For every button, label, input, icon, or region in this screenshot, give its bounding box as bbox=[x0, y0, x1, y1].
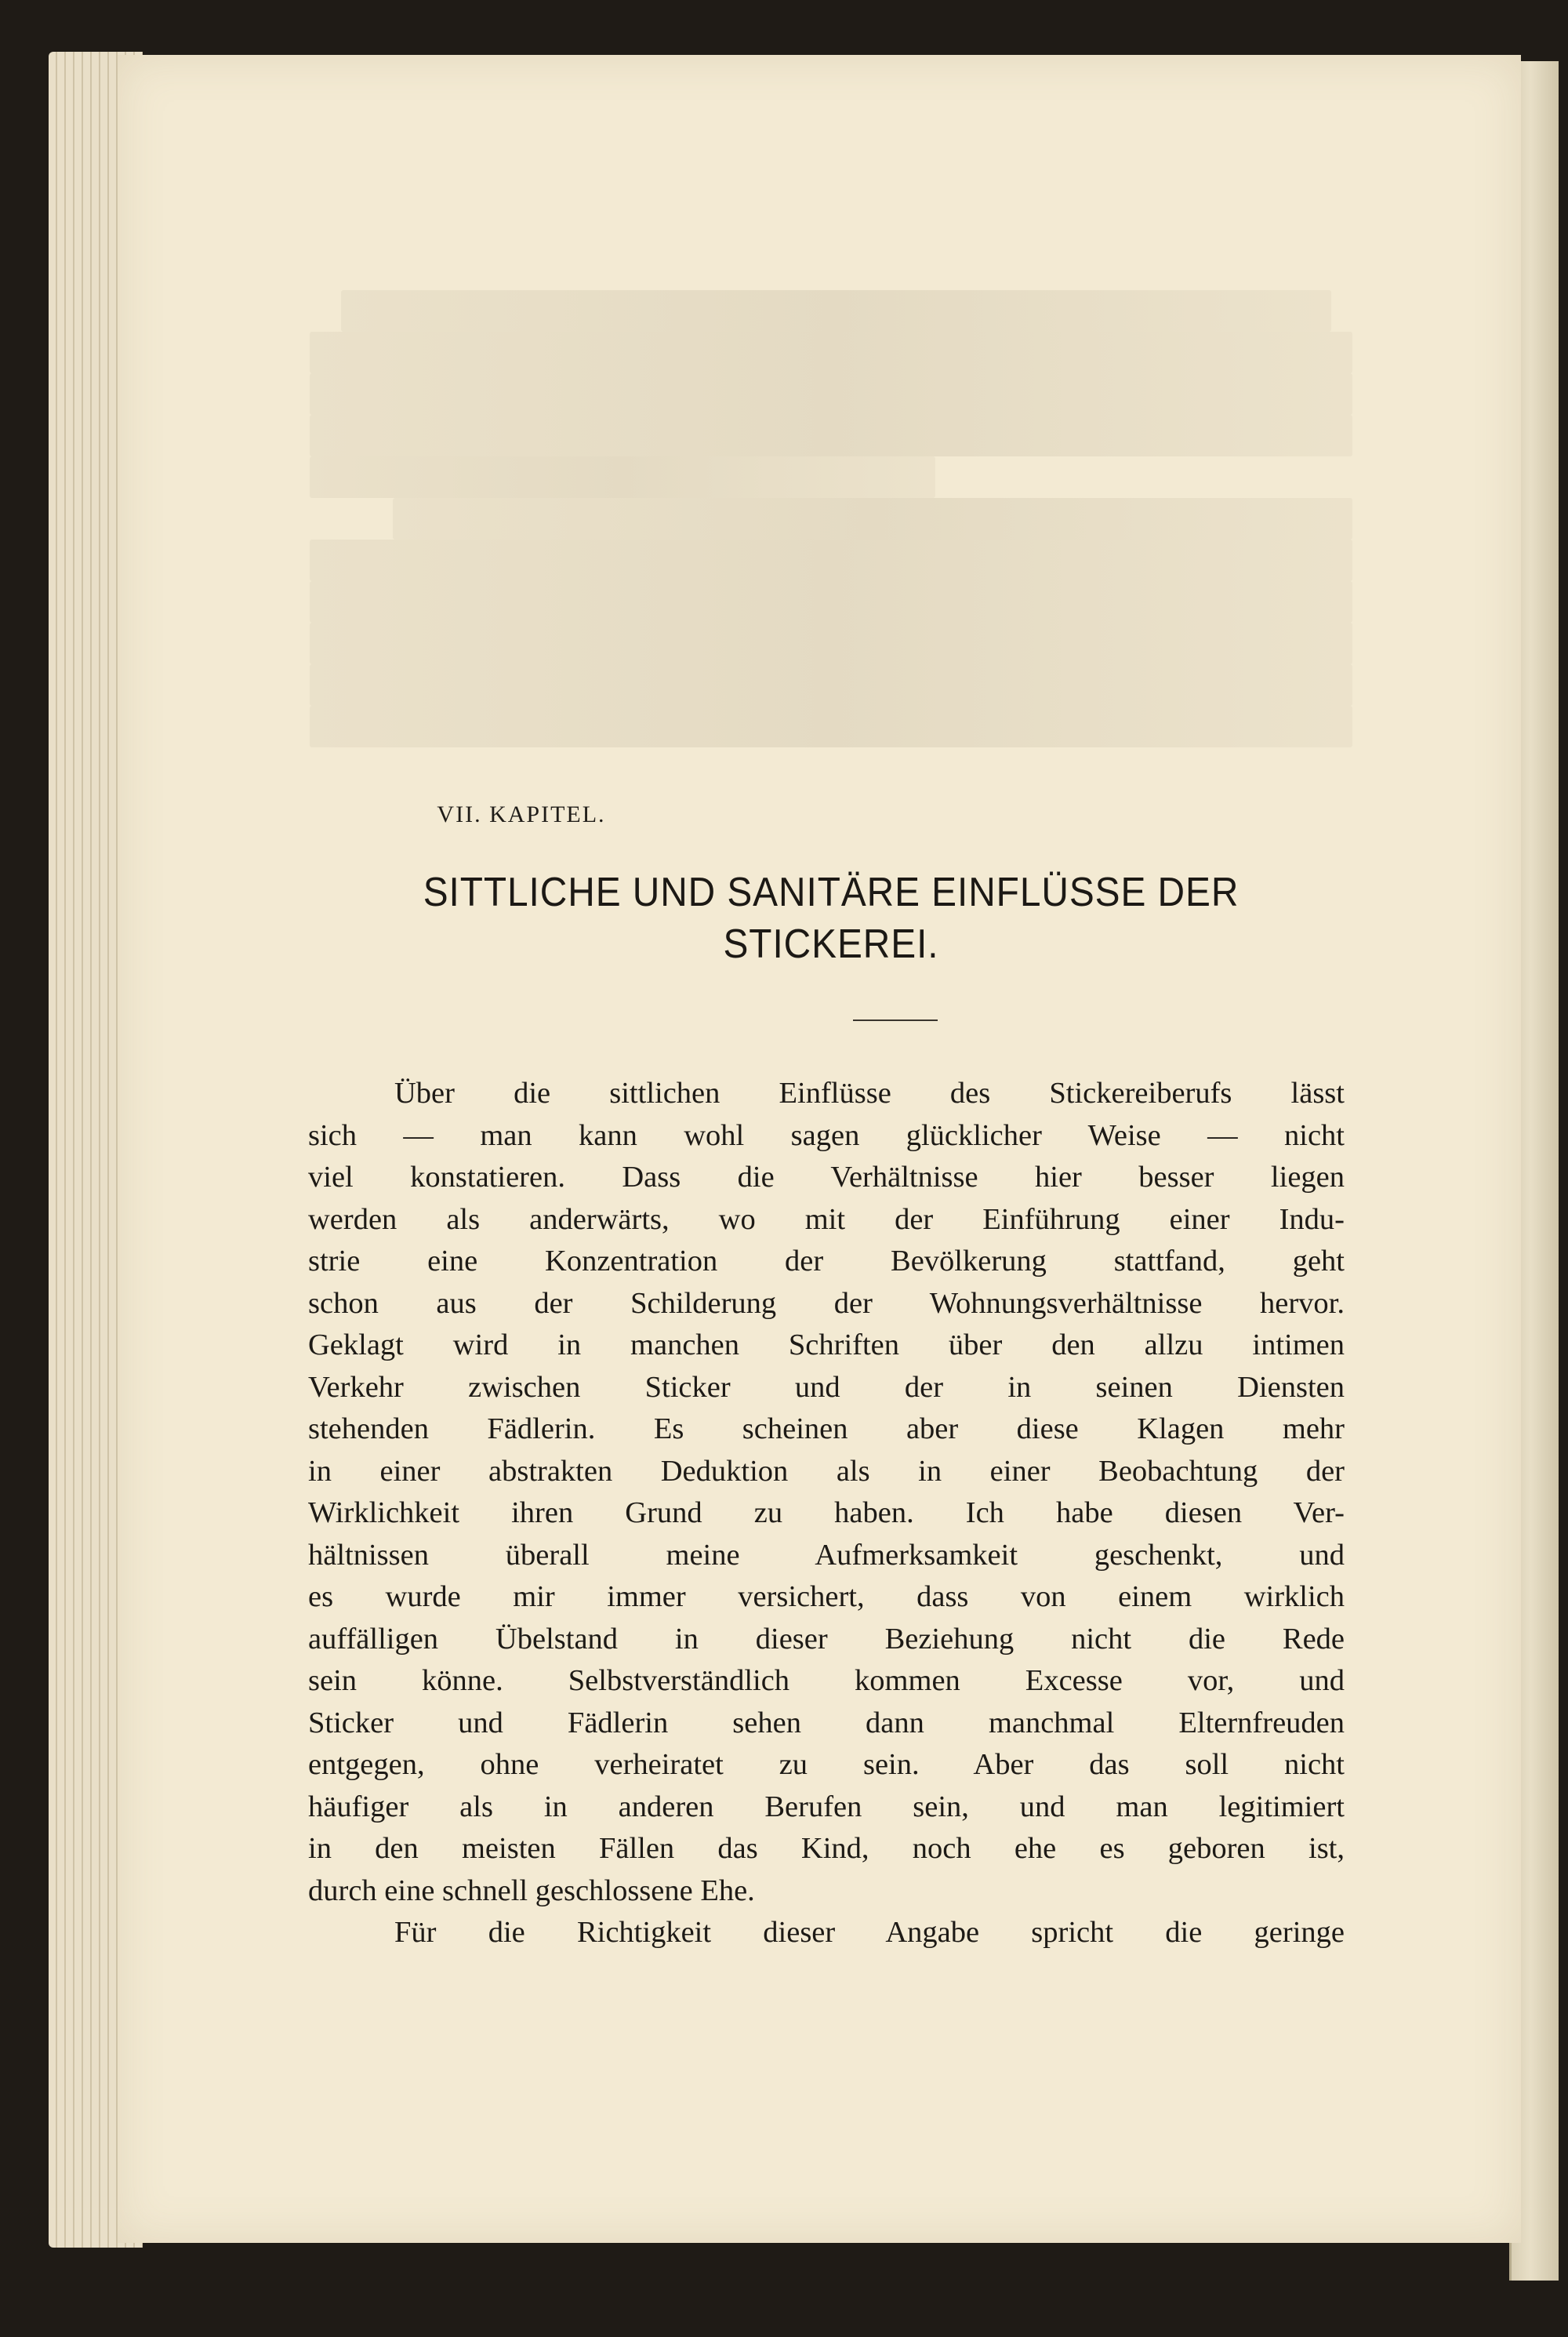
body-line: in einer abstrakten Deduktion als in einer Beobachtung der bbox=[308, 1454, 1345, 1488]
chapter-title bbox=[351, 867, 1311, 970]
body-line: werden als anderwärts, wo mit der Einführung einer Indu- bbox=[308, 1202, 1345, 1236]
show-through-text bbox=[310, 290, 1352, 747]
title-rule bbox=[853, 1019, 938, 1021]
chapter-title-line1: SITTLICHE UND SANITÄRE EINFLÜSSE DER bbox=[423, 870, 1240, 915]
body-text bbox=[308, 1073, 1345, 1954]
body-line-para2: Für die Richtigkeit dieser Angabe spricht die geringe bbox=[394, 1916, 1345, 1949]
chapter-number: VII. KAPITEL. bbox=[437, 801, 606, 827]
body-line: entgegen, ohne verheiratet zu sein. Aber das soll nicht bbox=[308, 1748, 1345, 1781]
body-line: Wirklichkeit ihren Grund zu haben. Ich habe diesen Ver- bbox=[308, 1496, 1345, 1529]
body-line: hältnissen überall meine Aufmerksamkeit geschenkt, und bbox=[308, 1538, 1345, 1572]
body-line: sich — man kann wohl sagen glücklicher Weise — nicht bbox=[308, 1118, 1345, 1152]
body-line: auffälligen Übelstand in dieser Beziehung nicht die Rede bbox=[308, 1622, 1345, 1656]
body-line: viel konstatieren. Dass die Verhältnisse hier besser liegen bbox=[308, 1161, 1345, 1194]
body-line: häufiger als in anderen Berufen sein, und man legitimiert bbox=[308, 1790, 1345, 1823]
body-line: es wurde mir immer versichert, dass von einem wirklich bbox=[308, 1580, 1345, 1613]
body-line: Sticker und Fädlerin sehen dann manchmal Elternfreuden bbox=[308, 1706, 1345, 1739]
body-line: in den meisten Fällen das Kind, noch ehe es geboren ist, bbox=[308, 1832, 1345, 1865]
chapter-title-line2: STICKEREI. bbox=[723, 921, 939, 967]
body-line: Verkehr zwischen Sticker und der in seinen Diensten bbox=[308, 1370, 1345, 1404]
body-line: sein könne. Selbstverständlich kommen Excesse vor, und bbox=[308, 1664, 1345, 1697]
body-line: strie eine Konzentration der Bevölkerung stattfand, geht bbox=[308, 1245, 1345, 1278]
body-line: durch eine schnell geschlossene Ehe. bbox=[308, 1874, 755, 1907]
body-line: Über die sittlichen Einflüsse des Stickereiberufs lässt bbox=[394, 1077, 1345, 1110]
body-line: Geklagt wird in manchen Schriften über den allzu intimen bbox=[308, 1328, 1345, 1361]
body-line: stehenden Fädlerin. Es scheinen aber diese Klagen mehr bbox=[308, 1412, 1345, 1445]
body-line: schon aus der Schilderung der Wohnungsverhältnisse hervor. bbox=[308, 1286, 1345, 1320]
